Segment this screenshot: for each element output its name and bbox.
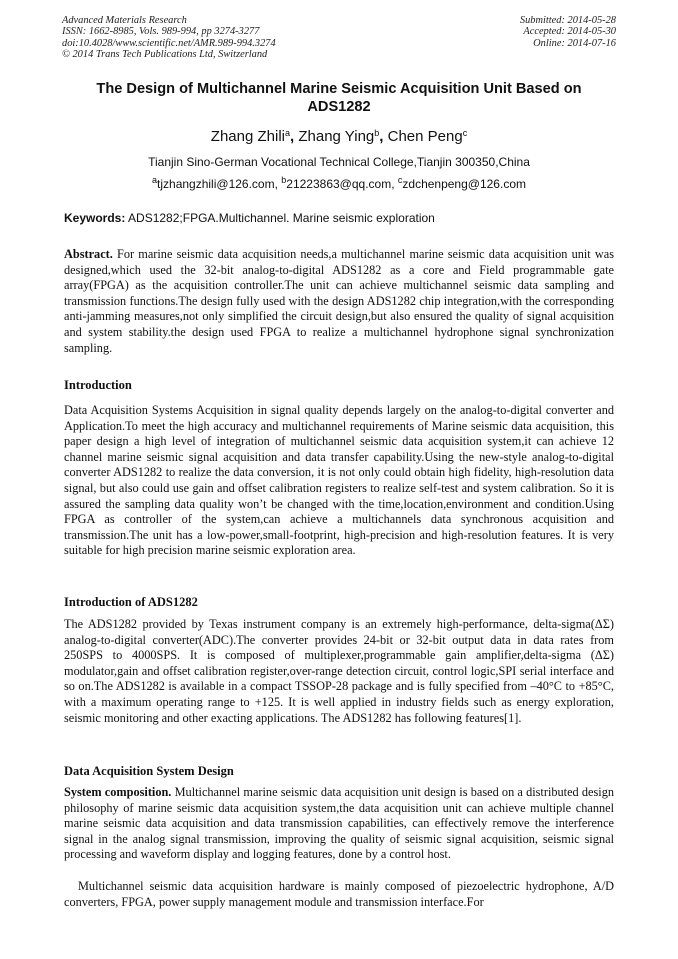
email-mark: b	[281, 175, 287, 185]
title-line-2: ADS1282	[307, 99, 371, 115]
submitted-date: Submitted: 2014-05-28	[519, 15, 616, 26]
system-composition-text: Multichannel marine seismic data acquisition unit design is based on a distributed design philosophy of marine seismic data acquisition system,the data acquisition unit can achieve multiple channel marine seismic data acquisition and data transmission capabilities, can effectively remove the interference signal in the analog signal transmission, improving the quality of seismic signal acquisition, seismic signal processing and waveform display and logging features, done by a control host.	[64, 785, 614, 862]
section-title-system-design: Data Acquisition System Design	[64, 764, 234, 778]
author-name: Zhang Ying	[298, 128, 375, 145]
email-address: 21223863@qq.com	[286, 177, 392, 191]
keywords-text: ADS1282;FPGA.Multichannel. Marine seismic exploration	[128, 211, 435, 225]
ads1282-paragraph: The ADS1282 provided by Texas instrument company is an extremely high-performance, delta-sigma(ΔΣ) analog-to-digital converter(ADC).The converter provides 24-bit or 32-bit output data in data rates from 250SPS to 4000SPS. It is composed of multiplexer,programmable gain amplifier,delta-sigma (ΔΣ) modulator,gain and offset calibration register,over-range detection circuit, control logic,SPI serial interface and so on.The ADS1282 is available in a compact TSSOP-28 package and is fully specified from –40°C to +85°C, with a maximum operating range to +125. It is well applied in industry fields such as energy exploration, seismic monitoring and other exacting applications. The ADS1282 has following features[1].	[64, 617, 614, 725]
section-title-introduction: Introduction	[64, 378, 132, 392]
online-date: Online: 2014-07-16	[533, 37, 616, 49]
author-mark: c	[462, 128, 468, 138]
system-composition-label: System composition.	[64, 785, 172, 799]
hardware-paragraph: Multichannel seismic data acquisition hardware is mainly composed of piezoelectric hydrophone, A/D converters, FPGA, power supply management module and transmission interface.For	[64, 879, 614, 909]
keywords-label: Keywords:	[64, 211, 126, 225]
author-mark: a	[285, 128, 291, 138]
journal-name: Advanced Materials Research	[62, 15, 187, 26]
abstract-paragraph	[64, 247, 614, 356]
system-composition-paragraph	[64, 785, 614, 863]
author-list	[40, 128, 638, 146]
paper-title	[60, 80, 618, 116]
author-separator: ,	[379, 128, 388, 145]
copyright-line: © 2014 Trans Tech Publications Ltd, Switzerland	[62, 49, 268, 61]
doi-line: doi:10.4028/www.scientific.net/AMR.989-994.3274	[62, 37, 276, 49]
author-name: Chen Peng	[387, 128, 463, 145]
keywords-line	[64, 211, 616, 226]
section-title-ads1282: Introduction of ADS1282	[64, 595, 198, 609]
affiliation: Tianjin Sino-German Vocational Technical College,Tianjin 300350,China	[148, 155, 530, 169]
accepted-date: Accepted: 2014-05-30	[523, 26, 616, 38]
issn-line: ISSN: 1662-8985, Vols. 989-994, pp 3274-3277	[62, 26, 260, 38]
email-address: zdchenpeng@126.com	[402, 177, 526, 191]
dates-header	[520, 15, 616, 49]
email-list: $^a$tjzhangzhili@126.com, $^b$21223863@qq.com, $^c$zdchenpeng@126.com	[152, 175, 526, 191]
journal-header	[62, 15, 276, 61]
email-mark: a	[152, 175, 158, 185]
author-mark: b	[374, 128, 380, 138]
abstract-text: For marine seismic data acquisition needs,a multichannel marine seismic data acquisition unit was designed,which used the 32-bit analog-to-digital ADS1282 as a core and Field programmable gate array(FPGA) as the acquisition controller.The unit can achieve multichannel seismic data sampling and transmission functions.The design fully used with the design ADS1282 chip integration,with the corresponding anti-jamming measures,not only simplified the circuit design,but also ensured the quality of signal acquisition and system stability.the design used FPGA to realize a multichannel hydrophone signal synchronization sampling.	[64, 247, 615, 355]
introduction-paragraph: Data Acquisition Systems Acquisition in signal quality depends largely on the analog-to-digital converter and Application.To meet the high accuracy and multichannel requirements of Marine seismic data acquisition, this paper design a high level of integration of multichannel seismic data acquisition system,it can achieve 12 channel marine seismic signal acquisition and data transfer capability.Using the new-style analog-to-digital converter ADS1282 to realize the data conversion, it is not only could obtain high fidelity, high-resolution data signal, but also could use gain and offset calibration registers to realize self-test and system calibration. So it is assured the sampling data quality won’t be changed with the time,location,environment and condition.Using FPGA as controller of the system,can achieve a multichannels data synchronous acquisition and transmission.The unit has a low-power,small-footprint, high-precision and high-resolution features. It is very suitable for high precision marine seismic exploration area.	[64, 403, 614, 558]
email-address: tjzhangzhili@126.com	[157, 177, 275, 191]
author-name: Zhang Zhili	[210, 128, 285, 145]
abstract-label: Abstract.	[64, 247, 113, 261]
email-mark: c	[397, 175, 403, 185]
title-line-1: The Design of Multichannel Marine Seismic Acquisition Unit Based on	[96, 81, 582, 97]
author-separator: ,	[290, 128, 299, 145]
